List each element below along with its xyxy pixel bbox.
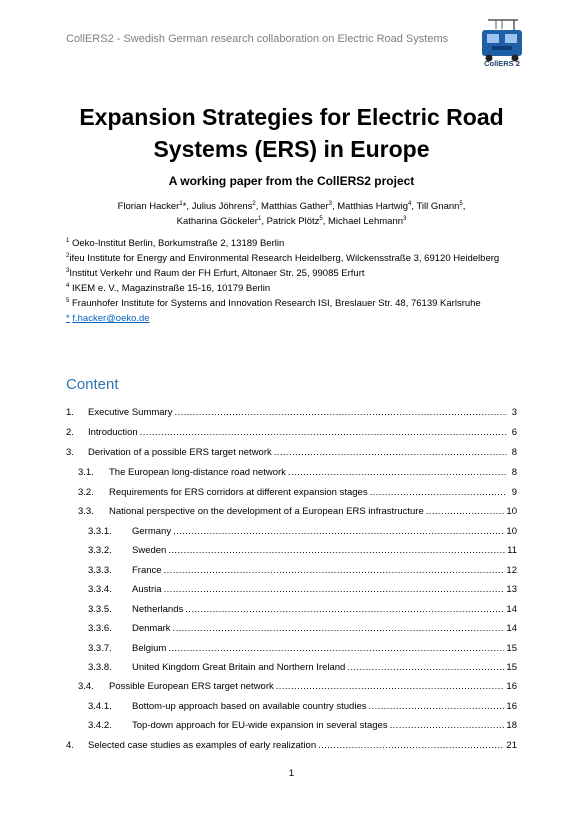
toc-entry-page: 11 [507, 545, 517, 556]
toc-dot-leader [140, 426, 507, 440]
author-name: Julius Jöhrens [191, 201, 253, 212]
toc-entry-page: 15 [506, 643, 517, 654]
toc-entry-title: Bottom-up approach based on available country studies [132, 701, 367, 712]
author-sup: 4 [408, 200, 412, 207]
affiliation-text: Institut Verkehr und Raum der FH Erfurt, Altonaer Str. 25, 99085 Erfurt [69, 268, 365, 279]
toc-entry[interactable] [66, 426, 517, 440]
toc-dot-leader [426, 505, 505, 519]
toc-entry-page: 8 [511, 467, 517, 478]
toc-entry-page: 16 [506, 701, 517, 712]
affiliation-sup: 5 [66, 297, 70, 304]
author-sep: , [322, 216, 329, 227]
affiliation-list [66, 236, 536, 326]
author-sep: , [255, 201, 262, 212]
logo-label: CollERS 2 [484, 59, 520, 68]
author-name: Matthias Hartwig [337, 201, 409, 212]
toc-dot-leader [164, 564, 505, 578]
author-line-1 [80, 199, 503, 214]
affiliation-sup: 3 [66, 267, 70, 274]
title-line-2: Systems (ERS) in Europe [153, 136, 430, 162]
toc-entry-number: 4. [66, 740, 74, 751]
toc-entry[interactable] [66, 446, 517, 460]
toc-entry-page: 18 [506, 720, 517, 731]
author-list [80, 199, 503, 229]
toc-entry-title: Possible European ERS target network [109, 681, 274, 692]
toc-entry[interactable] [66, 564, 517, 578]
toc-entry-title: National perspective on the development of a European ERS infrastructure [109, 506, 424, 517]
affiliation-text: Oeko-Institut Berlin, Borkumstraße 2, 13189 Berlin [71, 238, 285, 249]
toc-entry-page: 12 [506, 565, 517, 576]
toc-entry-page: 3 [511, 407, 517, 418]
toc-entry[interactable] [66, 700, 517, 714]
toc-entry-number: 3.3.7. [88, 643, 112, 654]
toc-dot-leader [318, 739, 504, 753]
affiliation-item [66, 281, 536, 296]
author-name: Till Gnann [416, 201, 460, 212]
toc-entry-number: 3.3.4. [88, 584, 112, 595]
document-subtitle: A working paper from the CollERS2 project [168, 174, 415, 188]
document-title [66, 101, 517, 165]
toc-entry-number: 3.3.5. [88, 604, 112, 615]
author-sup: 2 [252, 200, 256, 207]
author-sup: 3 [328, 200, 332, 207]
toc-entry-number: 3.3. [78, 506, 94, 517]
toc-dot-leader [274, 446, 507, 460]
toc-entry-page: 10 [506, 526, 517, 537]
toc-entry-title: France [132, 565, 162, 576]
author-name: Michael Lehmann [328, 216, 404, 227]
toc-entry-page: 14 [506, 604, 517, 615]
author-sup: 5 [319, 215, 323, 222]
toc-entry-title: Sweden [132, 545, 167, 556]
toc-entry[interactable] [66, 544, 517, 558]
running-header: CollERS2 - Swedish German research collaboration on Electric Road Systems [66, 33, 449, 45]
toc-entry-page: 8 [511, 447, 517, 458]
toc-entry[interactable] [66, 466, 517, 480]
toc-dot-leader [390, 719, 505, 733]
author-name: Katharina Göckeler [176, 216, 258, 227]
toc-entry-title: United Kingdom Great Britain and Northern Ireland [132, 662, 346, 673]
author-name: Matthias Gather [261, 201, 329, 212]
toc-entry[interactable] [66, 642, 517, 656]
toc-entry[interactable] [66, 661, 517, 675]
affiliation-item [66, 236, 536, 251]
toc-entry[interactable] [66, 406, 517, 420]
contact-marker: * [66, 313, 70, 324]
toc-entry-number: 1. [66, 407, 74, 418]
toc-dot-leader [173, 525, 504, 539]
toc-dot-leader [185, 603, 504, 617]
toc-dot-leader [288, 466, 507, 480]
contact-email-link[interactable]: f.hacker@oeko.de [72, 313, 150, 324]
toc-entry[interactable] [66, 486, 517, 500]
toc-entry-title: Derivation of a possible ERS target network [88, 447, 272, 458]
author-sup: 5 [459, 200, 463, 207]
toc-entry-page: 6 [511, 427, 517, 438]
author-name: Patrick Plötz [266, 216, 320, 227]
author-line-2 [80, 214, 503, 229]
toc-entry-page: 13 [506, 584, 517, 595]
author-sep: , [411, 201, 417, 212]
toc-entry-title: Netherlands [132, 604, 184, 615]
author-sup: 1 [257, 215, 262, 222]
toc-entry-title: Belgium [132, 643, 167, 654]
toc-entry-number: 3.3.8. [88, 662, 112, 673]
toc-entry-number: 3.3.3. [88, 565, 112, 576]
contact-line [66, 311, 536, 326]
affiliation-item [66, 266, 536, 281]
author-sep: *, [182, 201, 192, 212]
toc-entry-title: Austria [132, 584, 162, 595]
toc-entry-number: 3.3.6. [88, 623, 112, 634]
author-sep: , [462, 201, 466, 212]
toc-entry-page: 10 [506, 506, 517, 517]
toc-dot-leader [347, 661, 504, 675]
toc-entry[interactable] [66, 525, 517, 539]
affiliation-sup: 2 [66, 252, 70, 259]
toc-dot-leader [370, 486, 507, 500]
page-number: 1 [288, 768, 295, 779]
author-sup: 1 [179, 200, 183, 207]
toc-entry[interactable] [66, 680, 517, 694]
toc-entry-page: 14 [506, 623, 517, 634]
toc-entry-number: 3.3.2. [88, 545, 112, 556]
toc-entry-page: 9 [511, 487, 517, 498]
author-sup: 3 [403, 215, 407, 222]
affiliation-sup: 1 [66, 237, 70, 244]
affiliation-sup: 4 [66, 282, 70, 289]
toc-dot-leader [276, 680, 505, 694]
toc-entry-title: Top-down approach for EU-wide expansion in several stages [132, 720, 388, 731]
toc-entry[interactable] [66, 719, 517, 733]
affiliation-text: ifeu Institute for Energy and Environmental Research Heidelberg, Wilckensstraße 3, 69120 Heidelberg [69, 253, 500, 264]
toc-entry-page: 15 [506, 662, 517, 673]
toc-dot-leader [164, 583, 505, 597]
toc-entry-number: 3.4.1. [88, 701, 112, 712]
toc-entry[interactable] [66, 583, 517, 597]
affiliation-item [66, 296, 536, 311]
content-heading: Content [66, 376, 119, 393]
toc-dot-leader [168, 544, 505, 558]
toc-entry-title: Introduction [88, 427, 138, 438]
author-sep: , [261, 216, 267, 227]
toc-entry-title: Germany [132, 526, 172, 537]
toc-entry-title: Denmark [132, 623, 171, 634]
toc-entry-number: 3.3.1. [88, 526, 112, 537]
toc-dot-leader [368, 700, 504, 714]
toc-entry-page: 16 [506, 681, 517, 692]
toc-entry-title: Requirements for ERS corridors at different expansion stages [109, 487, 368, 498]
author-name: Florian Hacker [117, 201, 180, 212]
toc-entry[interactable] [66, 603, 517, 617]
affiliation-text: IKEM e. V., Magazinstraße 15-16, 10179 Berlin [71, 283, 271, 294]
toc-dot-leader [174, 406, 507, 420]
toc-dot-leader [168, 642, 504, 656]
toc-entry-number: 3.1. [78, 467, 94, 478]
toc-entry-number: 3.4. [78, 681, 94, 692]
toc-entry-page: 21 [506, 740, 517, 751]
toc-entry[interactable] [66, 622, 517, 636]
author-sep: , [331, 201, 338, 212]
affiliation-text: Fraunhofer Institute for Systems and Innovation Research ISI, Breslauer Str. 48, 76139 Karlsruhe [71, 298, 481, 309]
toc-entry-number: 3.2. [78, 487, 94, 498]
toc-entry[interactable] [66, 505, 517, 519]
toc-entry-title: The European long-distance road network [109, 467, 286, 478]
toc-entry-title: Executive Summary [88, 407, 173, 418]
toc-entry[interactable] [66, 739, 517, 753]
toc-entry-title: Selected case studies as examples of early realization [88, 740, 317, 751]
affiliation-item [66, 251, 536, 266]
toc-entry-number: 3.4.2. [88, 720, 112, 731]
toc-dot-leader [173, 622, 505, 636]
title-line-1: Expansion Strategies for Electric Road [79, 104, 504, 130]
toc-entry-number: 3. [66, 447, 74, 458]
toc-entry-number: 2. [66, 427, 74, 438]
